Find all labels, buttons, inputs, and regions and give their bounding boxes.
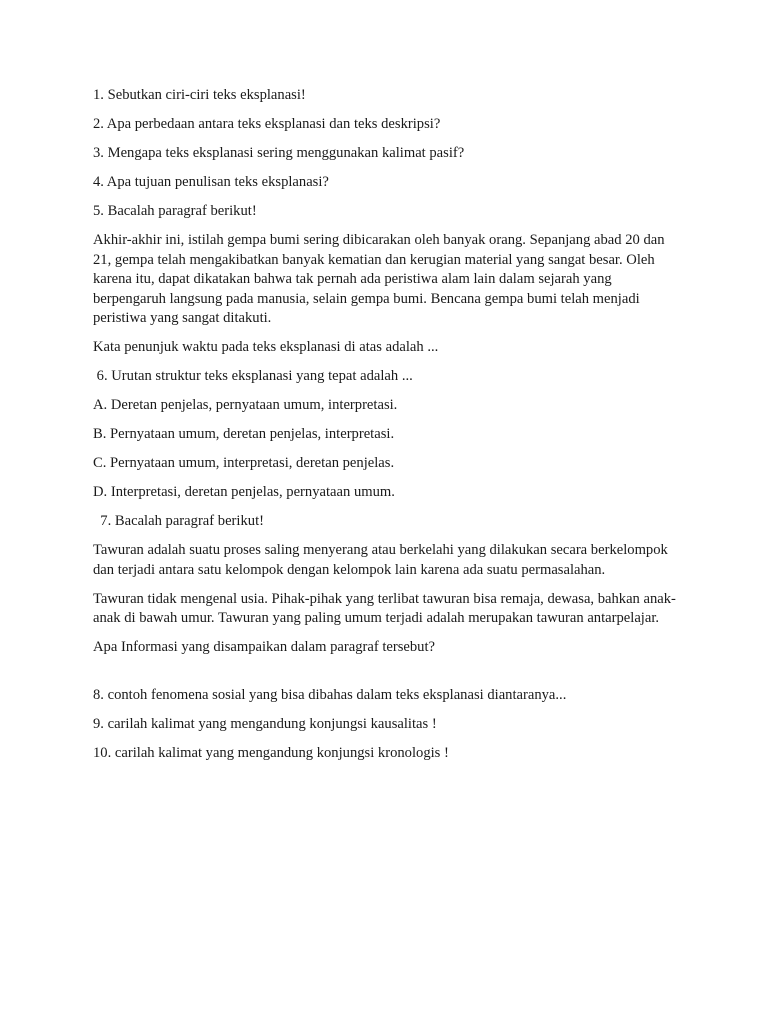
question-2: 2. Apa perbedaan antara teks eksplanasi dan teks deskripsi? [93, 116, 441, 132]
question-6: 6. Urutan struktur teks eksplanasi yang tepat adalah ... [93, 368, 413, 384]
paragraph-gempa: Akhir-akhir ini, istilah gempa bumi sering dibicarakan oleh banyak orang. Sepanjang abad 20 dan 21, gempa telah mengakibatkan banyak kematian dan kerugian material yang sangat besar. Oleh karena itu, dapat dikatakan bahwa tak pernah ada peristiwa alam lain dalam sejarah yang berpengaruh langsung pada manusia, selain gempa bumi. Bencana gempa bumi telah menjadi peristiwa yang sangat ditakuti. [93, 232, 669, 326]
option-a: A. Deretan penjelas, pernyataan umum, interpretasi. [93, 397, 398, 413]
option-c: C. Pernyataan umum, interpretasi, deretan penjelas. [93, 455, 395, 471]
question-10: 10. carilah kalimat yang mengandung konjungsi kronologis ! [93, 744, 449, 761]
question-3: 3. Mengapa teks eksplanasi sering menggunakan kalimat pasif? [93, 145, 465, 161]
question-7: 7. Bacalah paragraf berikut! [93, 513, 264, 529]
question-7-prompt: Apa Informasi yang disampaikan dalam paragraf tersebut? [93, 639, 436, 655]
question-5: 5. Bacalah paragraf berikut! [93, 203, 257, 219]
option-d: D. Interpretasi, deretan penjelas, pernyataan umum. [93, 484, 395, 500]
question-9: 9. carilah kalimat yang mengandung konjungsi kausalitas ! [93, 715, 437, 732]
question-8: 8. contoh fenomena sosial yang bisa dibahas dalam teks eksplanasi diantaranya... [93, 686, 567, 703]
question-4: 4. Apa tujuan penulisan teks eksplanasi? [93, 174, 329, 190]
question-1: 1. Sebutkan ciri-ciri teks eksplanasi! [93, 87, 306, 103]
paragraph-tawuran-1: Tawuran adalah suatu proses saling menyerang atau berkelahi yang dilakukan secara berkelompok dan terjadi antara satu kelompok dengan kelompok lain karena ada suatu permasalahan. [93, 542, 672, 578]
question-5-prompt: Kata penunjuk waktu pada teks eksplanasi di atas adalah ... [93, 339, 439, 355]
paragraph-tawuran-2: Tawuran tidak mengenal usia. Pihak-pihak yang terlibat tawuran bisa remaja, dewasa, bahkan anak-anak di bawah umur. Tawuran yang paling umum terjadi adalah merupakan tawuran antarpelajar. [93, 590, 676, 626]
option-b: B. Pernyataan umum, deretan penjelas, interpretasi. [93, 426, 395, 442]
document-page [93, 86, 683, 773]
